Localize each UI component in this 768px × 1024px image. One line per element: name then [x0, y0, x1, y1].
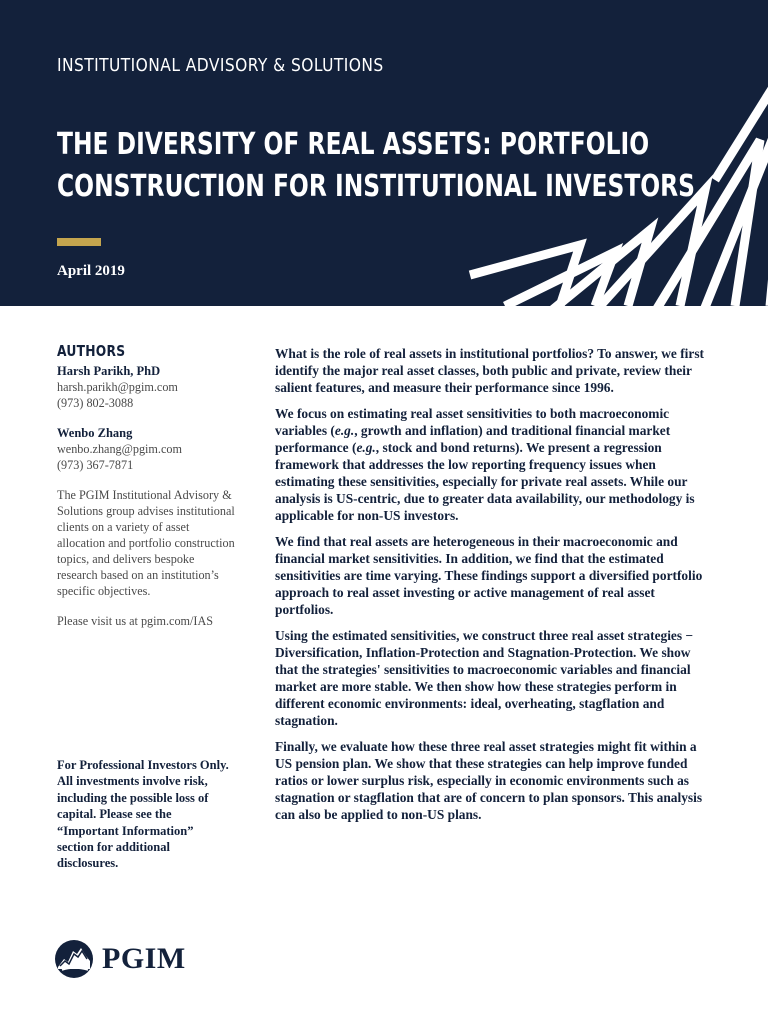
cover-header [0, 0, 768, 306]
about-paragraph: The PGIM Institutional Advisory & Solutions group advises institutional clients on a variety of asset allocation and portfolio construction topics, and delivers bespoke research based on an institution’s specific objectives. [57, 488, 235, 598]
sidebar [57, 343, 237, 629]
author-name: Harsh Parikh, PhD [57, 364, 161, 378]
abstract-paragraph: What is the role of real assets in institutional portfolios? To answer, we first identify the major real asset classes, both public and private, review their salient features, and measure their performance since 1996. [275, 346, 705, 395]
title-line-2: CONSTRUCTION FOR INSTITUTIONAL INVESTORS [57, 169, 696, 204]
abstract-paragraph: We find that real assets are heterogeneous in their macroeconomic and financial market sensitivities. In addition, we find that the estimated sensitivities are time varying. These findings support a diversified portfolio approach to real asset investing or active management of real asset portfolios. [275, 534, 703, 617]
document-title [57, 124, 696, 208]
title-line-1: THE DIVERSITY OF REAL ASSETS: PORTFOLIO [57, 127, 650, 162]
abstract-paragraph: Using the estimated sensitivities, we construct three real asset strategies − Diversification, Inflation-Protection and Stagnation-Protection. We show that the strategies' sensitivities to macroeconomic variables and financial market are more stable. We then show how these strategies perform in different economic environments: ideal, overheating, stagflation and stagnation. [275, 628, 694, 728]
eg-abbreviation: e.g. [334, 423, 355, 438]
author-email-link[interactable]: harsh.parikh@pgim.com [57, 380, 178, 394]
abstract-paragraph: We focus on estimating real asset sensitivities to both macroeconomic variables (e.g., growth and inflation) and traditional financial market performance (e.g., stock and bond returns). We present a regression framework that addresses the low reporting frequency issues when estimating these sensitivities, especially for private real assets. While our analysis is US-centric, due to greater data availability, our methodology is applicable for non-US investors. [275, 406, 695, 523]
accent-bar [57, 238, 101, 246]
disclaimer: For Professional Investors Only. All investments involve risk, including the possible loss of capital. Please see the “Important Information” section for additional disclosures. [57, 758, 229, 871]
logo-text: PGIM [102, 942, 186, 975]
visit-link[interactable]: Please visit us at pgim.com/IAS [57, 614, 214, 628]
author-block [57, 363, 237, 411]
pgim-rock-logo-icon [54, 939, 94, 979]
authors-heading: AUTHORS [57, 342, 126, 360]
eg-abbreviation: e.g. [356, 440, 376, 455]
abstract [275, 345, 715, 832]
author-phone: (973) 367-7871 [57, 458, 134, 472]
series-label: INSTITUTIONAL ADVISORY & SOLUTIONS [57, 55, 384, 76]
author-block [57, 425, 237, 473]
author-email-link[interactable]: wenbo.zhang@pgim.com [57, 442, 182, 456]
publication-date: April 2019 [57, 263, 125, 279]
pgim-logo [54, 937, 186, 981]
abstract-paragraph: Finally, we evaluate how these three real asset strategies might fit within a US pension plan. We show that these strategies can help improve funded ratios or lower surplus risk, especially in economic environments such as stagnation or stagflation that are of concern to plan sponsors. This analysis can also be applied to non-US plans. [275, 739, 703, 822]
author-name: Wenbo Zhang [57, 426, 133, 440]
author-phone: (973) 802-3088 [57, 396, 134, 410]
